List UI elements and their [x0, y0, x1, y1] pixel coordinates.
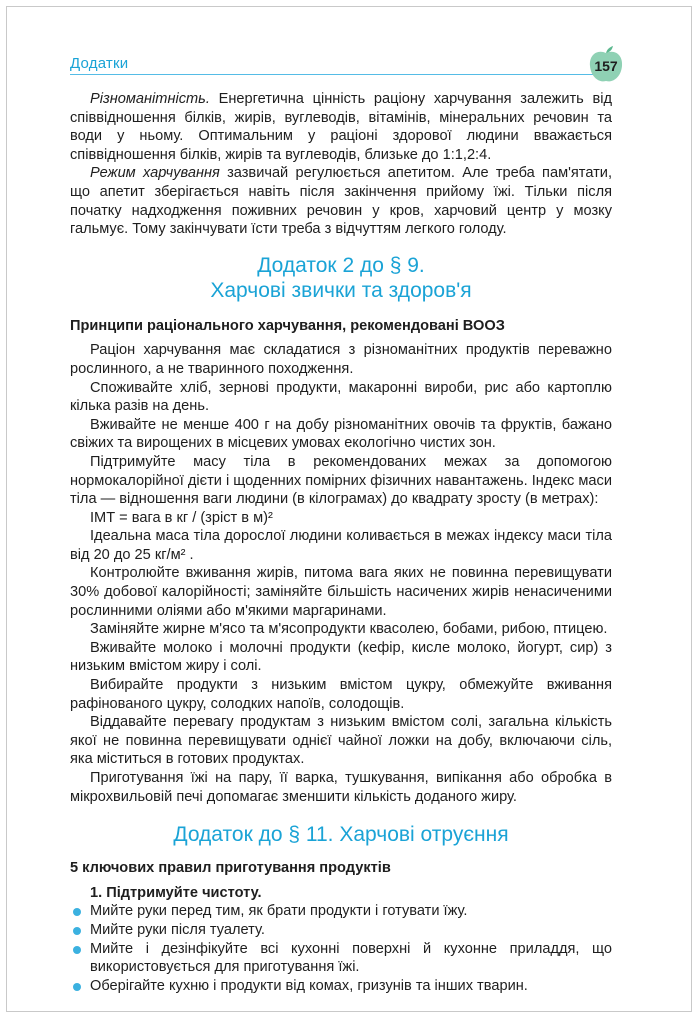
principle-paragraph: Ідеальна маса тіла дорослої людини коливається в межах індексу маси тіла від 20 до 25 кг/м² . — [70, 528, 612, 563]
page-number: 157 — [594, 58, 618, 74]
appendix2-title-line2: Харчові звички та здоров'я — [210, 278, 472, 302]
principle-paragraph: Вживайте молоко і молочні продукти (кефір, кисле молоко, йогурт, сир) з низьким вмістом жиру і солі. — [70, 639, 612, 675]
term-variety: Різноманітність. — [90, 91, 210, 107]
principle-paragraph: Контролюйте вживання жирів, питома вага яких не повинна перевищувати 30% добової калорійності; заміняйте більшість насичених жирів ненасиченими рослинними оліями або м'якими маргаринами. — [70, 565, 612, 619]
principle-paragraph: Підтримуйте масу тіла в рекомендованих межах за допомогою нормокалорійної дієти і щоденних помірних фізичних навантажень. Індекс маси тіла — відношення ваги людини (в кілограмах) до квадрату зросту (в метрах): — [70, 453, 612, 508]
list-item-text: Мийте руки після туалету. — [90, 921, 265, 938]
principle-paragraph: Вибирайте продукти з низьким вмістом цукру, обмежуйте вживання рафінованого цукру, солодких напоїв, солодощів. — [70, 677, 612, 712]
page-header — [70, 52, 630, 78]
principle-paragraph: Віддавайте перевагу продуктам з низьким вмістом солі, загальна кількість якої не повинна перевищувати однієї чайної ложки на добу, включаючи сіль, яка міститься в готових продуктах. — [70, 714, 612, 768]
principle-paragraph: Заміняйте жирне м'ясо та м'ясопродукти квасолею, бобами, рибою, птицею. — [90, 621, 608, 638]
principle-paragraph: Раціон харчування має складатися з різноманітних продуктів переважно рослинного, а не тваринного походження. — [70, 342, 612, 377]
principle-paragraph: Приготування їжі на пару, її варка, тушкування, випікання або обробка в мікрохвильовій печі допомагає зменшити кількість доданого жиру. — [70, 770, 612, 805]
header-title: Додатки — [70, 55, 129, 72]
page-content — [70, 90, 612, 995]
bullet-icon — [73, 908, 81, 916]
appendix2-subtitle: Принципи раціонального харчування, рекомендовані ВООЗ — [70, 317, 505, 334]
term-regime: Режим харчування — [90, 165, 220, 182]
list-item — [70, 921, 612, 940]
rule-1-list — [70, 902, 612, 995]
intro-text-2: зазвичай регулюється апетитом. Але треба пам'ятати, що апетит зберігається навіть після закінчення прийому їжі. Тільки після початку надходження поживних речовин у кров, харчовий центр у мозку гальмує. Тому закінчувати їсти треба з відчуттям легкого голоду. — [70, 165, 612, 238]
list-item-text: Оберігайте кухню і продукти від комах, гризунів та інших тварин. — [90, 977, 528, 994]
appendix11-title: Додаток до § 11. Харчові отруєння — [173, 823, 509, 847]
appendix2-title-line1: Додаток 2 до § 9. — [257, 253, 425, 277]
list-item — [70, 977, 612, 996]
header-rule — [70, 74, 600, 75]
list-item — [70, 940, 612, 977]
page-number-badge — [585, 44, 627, 86]
bullet-icon — [73, 927, 81, 935]
intro-paragraph-1 — [70, 90, 612, 164]
bullet-icon — [73, 983, 81, 991]
principle-paragraph: Вживайте не менше 400 г на добу різноманітних овочів та фруктів, бажано свіжих та вирощених в місцевих умовах екологічно чистих зон. — [70, 416, 612, 452]
bullet-icon — [73, 946, 81, 954]
principle-paragraph: Споживайте хліб, зернові продукти, макаронні вироби, рис або картоплю кілька разів на день. — [70, 379, 612, 415]
list-item — [70, 902, 612, 921]
appendix11-subtitle: 5 ключових правил приготування продуктів — [70, 860, 391, 877]
rule-1-heading: 1. Підтримуйте чистоту. — [90, 884, 262, 901]
list-item-text: Мийте і дезінфікуйте всі кухонні поверхні й кухонне приладдя, що використовується для приготування їжі. — [90, 940, 612, 976]
list-item-text: Мийте руки перед тим, як брати продукти і готувати їжу. — [90, 903, 468, 920]
bmi-formula: ІМТ = вага в кг / (зріст в м)² — [90, 509, 273, 526]
intro-text-1: Енергетична цінність раціону харчування залежить від співвідношення білків, жирів, вуглеводів, вітамінів, мінеральних речовин та води у ньому. Оптимальним у раціоні здорової людини вважається співвідношення білків, жирів та вуглеводів, близьке до 1:1,2:4. — [70, 91, 612, 163]
intro-paragraph-2 — [70, 164, 612, 238]
